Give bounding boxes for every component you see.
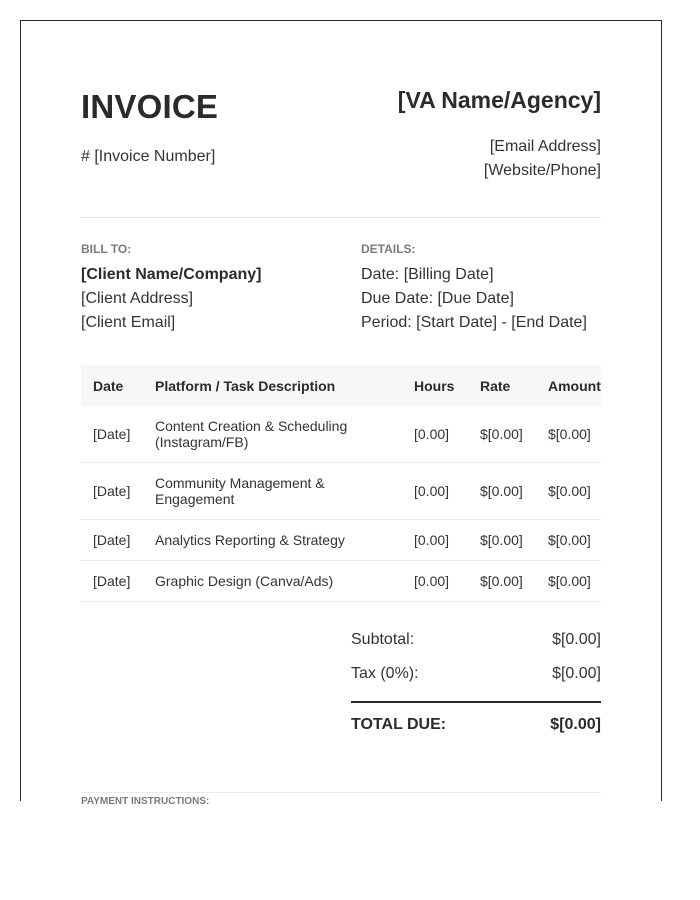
total-due-value: $[0.00] — [550, 716, 601, 733]
row-description: Content Creation & Scheduling (Instagram/FB) — [155, 406, 414, 463]
row-description: Analytics Reporting & Strategy — [155, 520, 414, 561]
bill-to-label: BILL TO: — [81, 242, 132, 256]
payment-divider — [81, 792, 601, 793]
row-amount: $[0.00] — [548, 406, 601, 463]
details-label: DETAILS: — [361, 242, 416, 256]
column-header-date: Date — [93, 377, 124, 394]
subtotal-row — [351, 631, 601, 649]
total-divider — [351, 701, 601, 703]
billing-period: Period: [Start Date] - [End Date] — [361, 314, 587, 331]
tax-value: $[0.00] — [552, 665, 601, 682]
row-amount: $[0.00] — [548, 561, 601, 602]
table-row — [81, 463, 601, 520]
client-address: [Client Address] — [81, 290, 194, 307]
agency-website-phone: [Website/Phone] — [483, 162, 601, 179]
row-rate: $[0.00] — [480, 463, 548, 520]
agency-contact — [484, 135, 601, 183]
subtotal-value: $[0.00] — [552, 631, 601, 648]
details-block — [361, 263, 587, 335]
bill-to-block — [81, 263, 261, 335]
tax-row — [351, 665, 601, 683]
row-date: [Date] — [81, 520, 155, 561]
invoice-title: INVOICE — [81, 88, 219, 125]
client-name: [Client Name/Company] — [81, 266, 262, 283]
agency-name: [VA Name/Agency] — [397, 87, 601, 113]
table-row — [81, 520, 601, 561]
row-amount: $[0.00] — [548, 463, 601, 520]
client-email: [Client Email] — [81, 314, 176, 331]
subtotal-label: Subtotal: — [351, 631, 415, 648]
row-rate: $[0.00] — [480, 561, 548, 602]
tax-label: Tax (0%): — [351, 665, 419, 682]
row-hours: [0.00] — [414, 463, 480, 520]
row-hours: [0.00] — [414, 406, 480, 463]
table-row — [81, 561, 601, 602]
row-description: Graphic Design (Canva/Ads) — [155, 561, 414, 602]
row-rate: $[0.00] — [480, 520, 548, 561]
column-header-hours: Hours — [414, 377, 455, 394]
agency-email: [Email Address] — [489, 138, 601, 155]
column-header-rate: Rate — [480, 377, 511, 394]
invoice-number: # [Invoice Number] — [81, 148, 216, 165]
row-amount: $[0.00] — [548, 520, 601, 561]
line-items-table — [81, 365, 601, 602]
billing-date: Date: [Billing Date] — [361, 266, 494, 283]
row-rate: $[0.00] — [480, 406, 548, 463]
row-hours: [0.00] — [414, 561, 480, 602]
total-due-label: TOTAL DUE: — [351, 716, 447, 733]
table-row — [81, 406, 601, 463]
column-header-description: Platform / Task Description — [155, 377, 336, 394]
due-date: Due Date: [Due Date] — [361, 290, 514, 307]
row-date: [Date] — [81, 463, 155, 520]
row-description: Community Management & Engagement — [155, 463, 414, 520]
row-date: [Date] — [81, 561, 155, 602]
column-header-amount: Amount — [548, 377, 601, 394]
total-due-row — [351, 716, 601, 734]
table-header-row — [81, 365, 601, 406]
row-hours: [0.00] — [414, 520, 480, 561]
header-divider — [81, 217, 601, 218]
payment-instructions-label: PAYMENT INSTRUCTIONS: — [81, 796, 210, 807]
row-date: [Date] — [81, 406, 155, 463]
invoice-page — [20, 20, 662, 807]
